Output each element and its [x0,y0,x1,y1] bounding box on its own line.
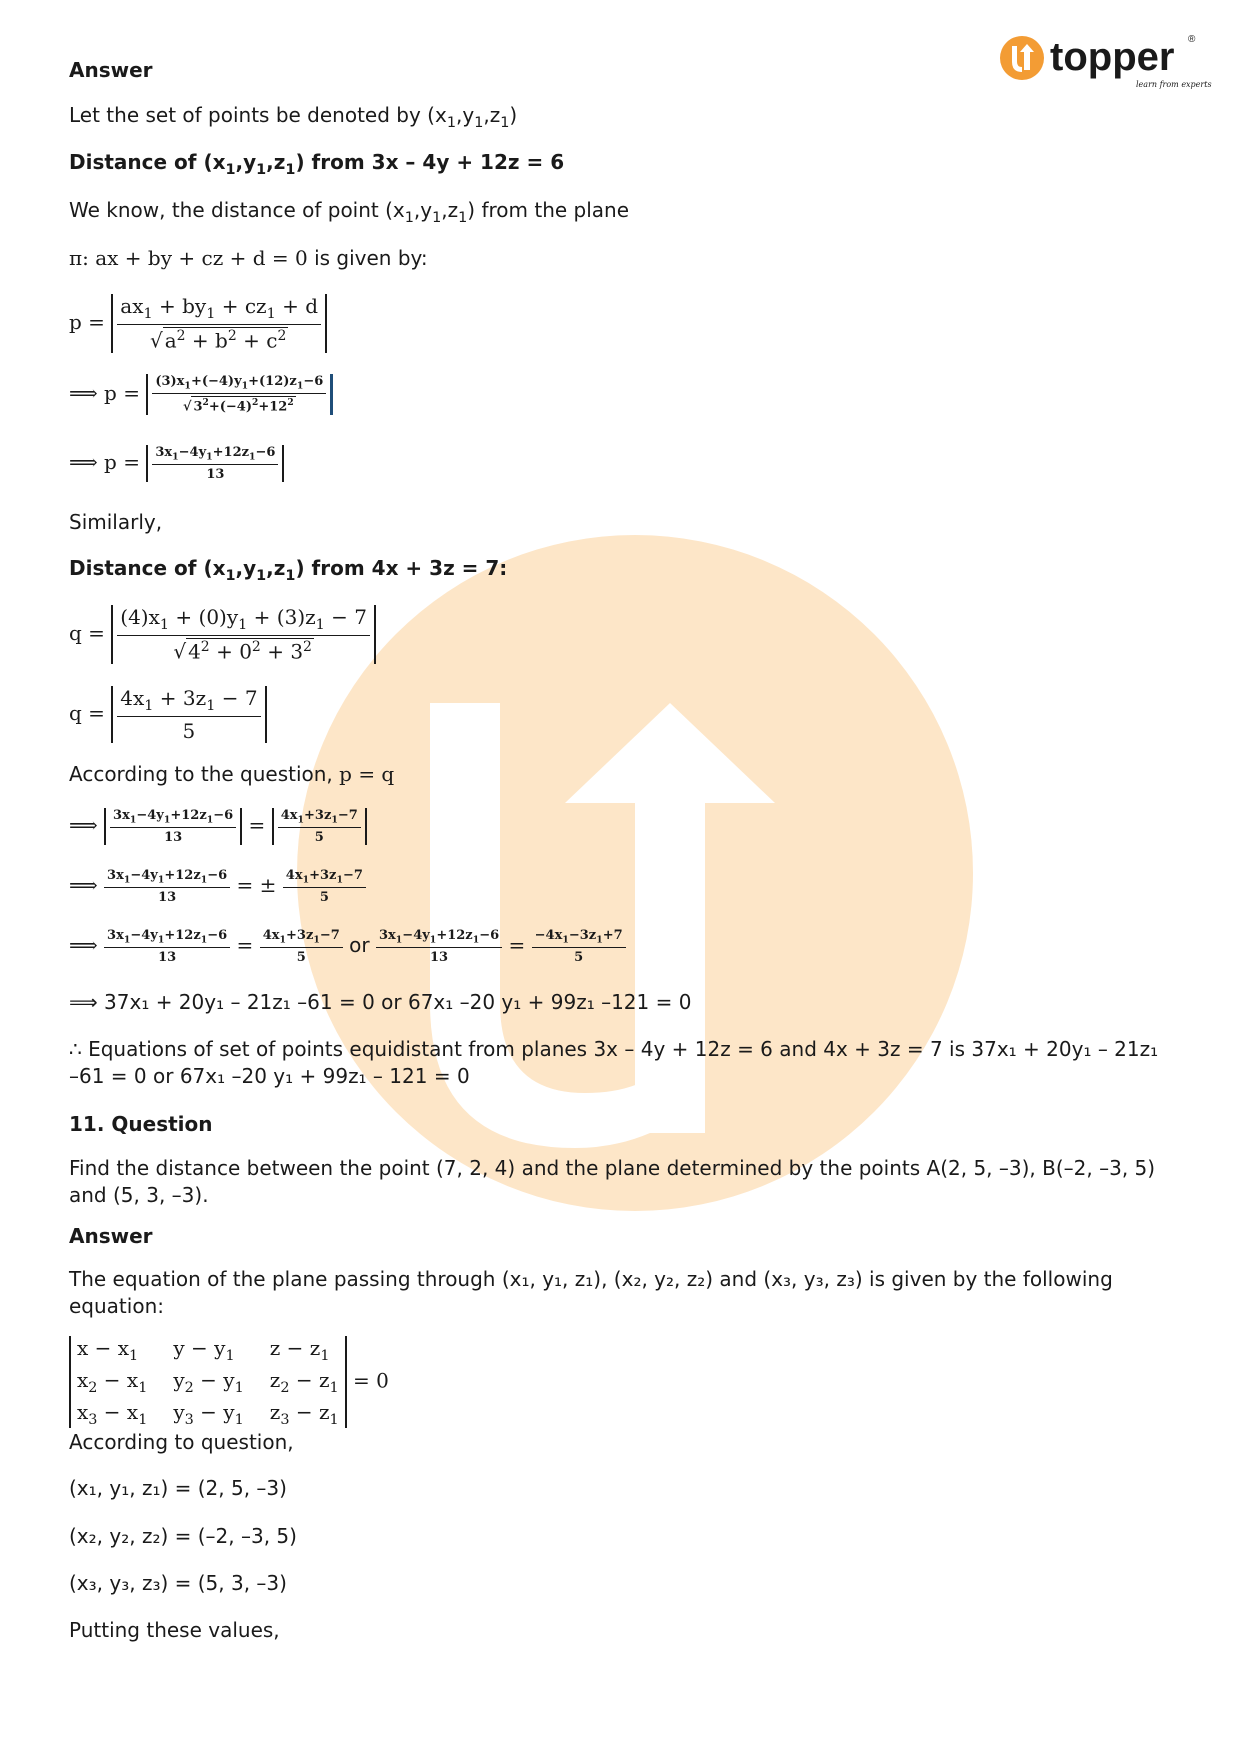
therefore-line-1: ∴ Equations of set of points equidistant from planes 3x – 4y + 12z = 6 and 4x + 3z = 7 is 37x₁ + 20y₁ – 21z₁ [69,1037,1159,1061]
formula-q: q = $\frac{(4)x_1 + (0)y_1 + (3)z_1 - 7}{√ 4^2 + 0^2 + 3^2}$ [69,605,376,664]
equation-cases: ⟹ $\frac{3x_1-4y_1+12z_1-6}{13}$ = $\frac{4x_1+3z_1-7}{5}$ or $\frac{3x_1-4y_1+12z_1-6}{13}$ = $\frac{-4x_1-3z_1+7}{5}$ [69,928,626,965]
formula-substituted: ⟹ p = $\frac{(3)x_1+(-4)y_1+(12)z_1-6}{√ 3^2+(-4)^2+12^2}$ [69,374,333,415]
brand-tagline: learn from experts [1136,80,1212,89]
formula-p-simplified: ⟹ p = $\frac{3x_1-4y_1+12z_1-6}{13}$ [69,445,284,482]
formula-q-simplified: q = $\frac{4x_1 + 3z_1 - 7}{5}$ [69,686,267,743]
question-11-heading: 11. Question [69,1112,213,1136]
brand-logo [1000,32,1212,92]
determinant-matrix: $x - x_1$ $y - y_1$ $z - z_1$ $x_2 - x_1$ $y_2 - y_1$ $z_2 - z_1$ $x_3 - x_1$ $y_3 - y_1$ $z_3 - z_1$ [69,1336,347,1428]
result-line: ⟹ 37x₁ + 20y₁ – 21z₁ –61 = 0 or 67x₁ –20 y₁ + 99z₁ –121 = 0 [69,990,692,1014]
distance-heading-1: Distance of $(x_1,y_1,z_1)$ from 3x – 4y + 12z = 6 [69,150,565,179]
determinant-equation: $x - x_1$ $y - y_1$ $z - z_1$ $x_2 - x_1$ $y_2 - y_1$ $z_2 - z_1$ $x_3 - x_1$ $y_3 - y_1$ $z_3 - z_1$ = 0 [69,1336,389,1428]
putting-values-line: Putting these values, [69,1618,280,1642]
point-3: (x₃, y₃, z₃) = (5, 3, –3) [69,1571,287,1595]
svg-text:®: ® [1188,34,1196,45]
intro-line: Let the set of points be denoted by $(x_1,y_1,z_1)$ [69,103,518,132]
equation-plus-minus: ⟹ $\frac{3x_1-4y_1+12z_1-6}{13}$ = ± $\frac{4x_1+3z_1-7}{5}$ [69,868,366,905]
equation-abs: ⟹ $\frac{3x_1-4y_1+12z_1-6}{13}$ = $\frac{4x_1+3z_1-7}{5}$ [69,808,367,845]
point-1: (x₁, y₁, z₁) = (2, 5, –3) [69,1476,287,1500]
according-line: According to the question, p = q [69,762,395,786]
brand-name: topper [1050,35,1175,79]
point-2: (x₂, y₂, z₂) = (–2, –3, 5) [69,1524,297,1548]
distance-heading-2: Distance of $(x_1,y_1,z_1)$ from 4x + 3z = 7: [69,556,508,585]
question-11-text: Find the distance between the point (7, 2, 4) and the plane determined by the points A(2, 5, –3), B(–2, –3, 5) and (5, 3, –3). [69,1156,1156,1207]
we-know-line: We know, the distance of point $(x_1,y_1,z_1)$ from the plane [69,198,630,227]
answer-heading: Answer [69,58,153,82]
according-question-line: According to question, [69,1430,294,1454]
answer-heading-2: Answer [69,1224,153,1248]
plane-equation-line: π: ax + by + cz + d = 0 is given by: [69,246,428,270]
distance-formula: p = $\frac{ax_1 + by_1 + cz_1 + d}{√ a^2 + b^2 + c^2}$ [69,294,327,353]
watermark-logo [295,533,975,1213]
plane-through-text: The equation of the plane passing through (x₁, y₁, z₁), (x₂, y₂, z₂) and (x₃, y₃, z₃) is given by the following equation: [69,1267,1113,1318]
similarly-line: Similarly, [69,510,163,534]
therefore-line-2: –61 = 0 or 67x₁ –20 y₁ + 99z₁ – 121 = 0 [69,1064,470,1088]
